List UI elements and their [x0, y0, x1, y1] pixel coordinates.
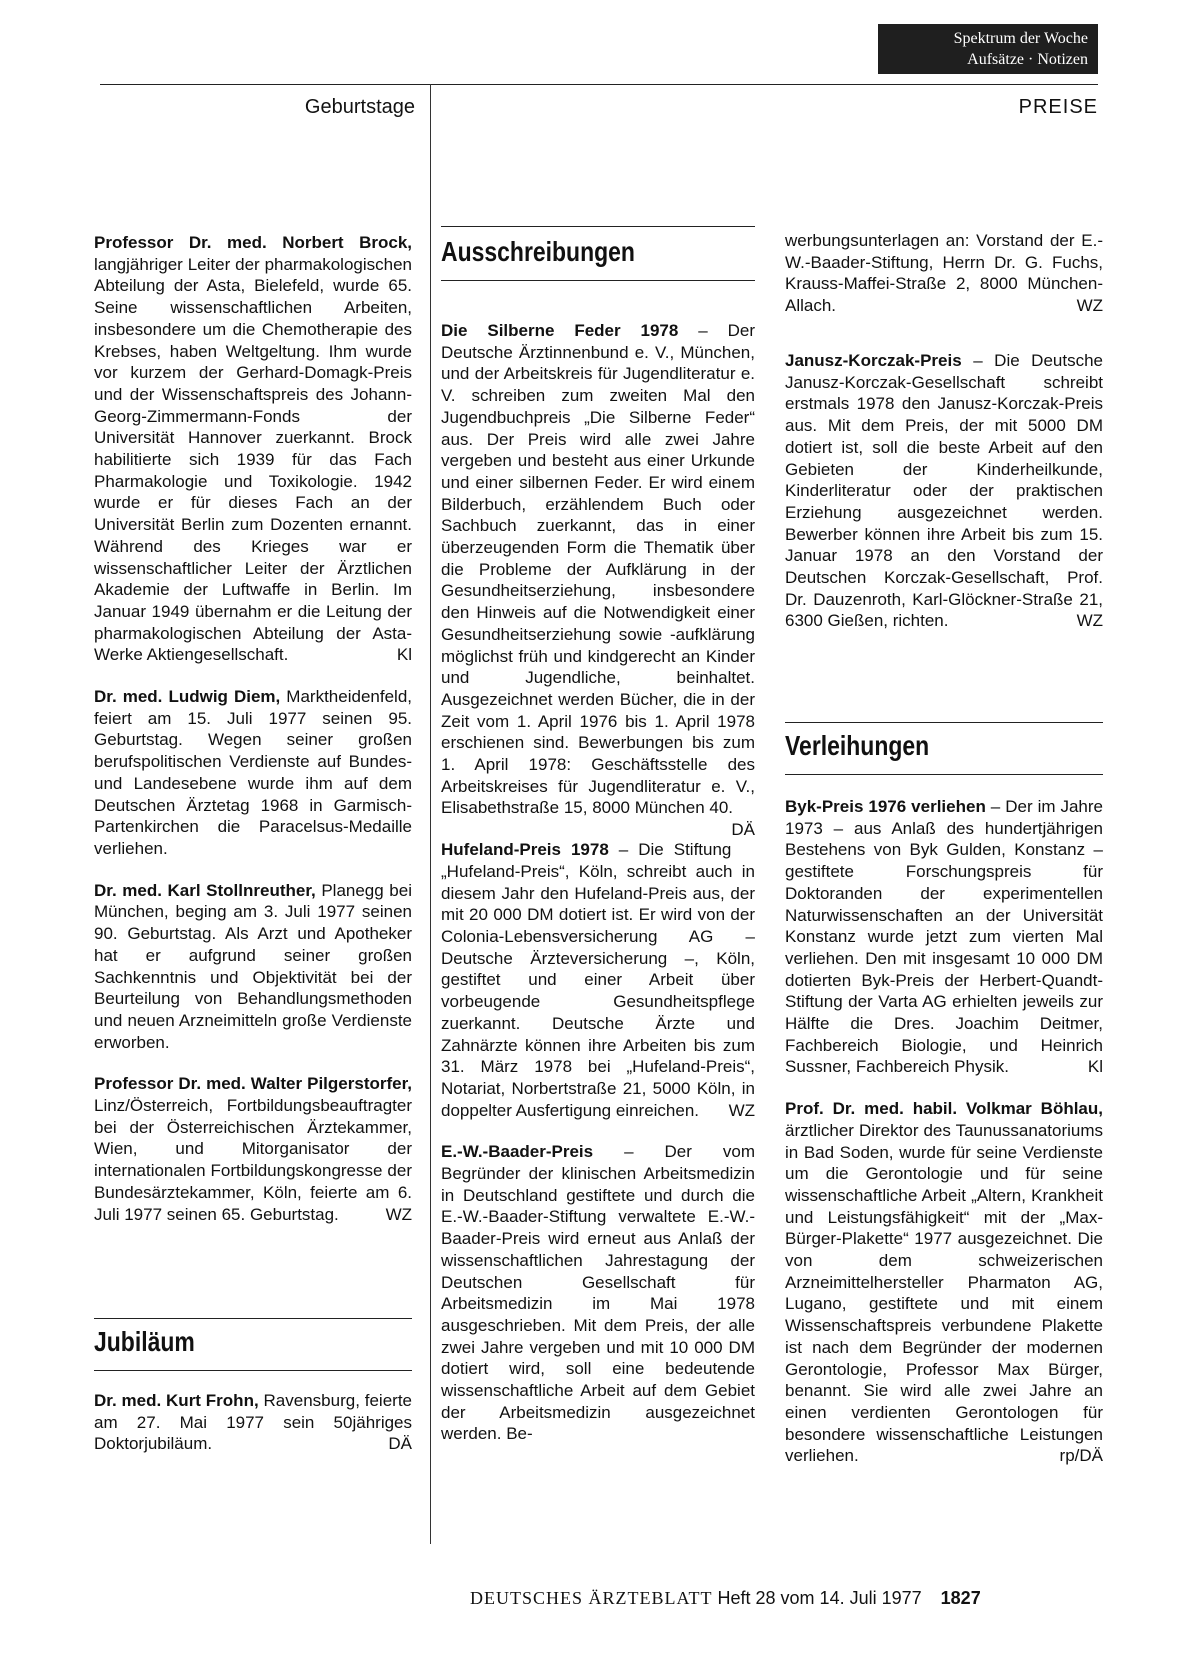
badge-title: Spektrum der Woche — [953, 30, 1088, 47]
page-number: 1827 — [940, 1588, 981, 1608]
article-silberne-feder: Die Silberne Feder 1978 – Der Deutsche Ärztinnenbund e. V., München, und der Arbeitskreis für Jugendliteratur e. V. schreiben zum zweiten Mal den Jugendbuchpreis „Die Silberne Feder“ aus. Der Preis wird alle zwei Jahre vergeben und besteht aus einer Urkunde und einer silbernen Feder. Er wird einem Bilderbuch, erzählendem Buch oder Sachbuch zuerkannt, das in einer überzeugenden Form die Thematik über die Probleme der Aufklärung in der Gesundheitserziehung, insbesondere den Hinweis auf die Notwendigkeit einer Gesundheitserziehung sowie -aufklärung möglichst früh und kindgerecht an Kinder und Jugendliche, beinhaltet. Ausgezeichnet werden Bücher, die in der Zeit vom 1. April 1976 bis 1. April 1978 erschienen sind. Bewerbungen bis zum 1. April 1978: Geschäftsstelle des Arbeitskreises für Jugendliteratur e. V., Elisabethstraße 15, 8000 München 40. DÄ — [441, 321, 755, 840]
author-sig: WZ — [1076, 296, 1103, 316]
article-pilgerstorfer: Professor Dr. med. Walter Pilgerstorfer, Linz/Österreich, Fortbildungsbeauftragter bei der Österreichischen Ärztekammer, Wien, und Mitorganisator der internationalen Fortbildungskongresse der Bundesärztekammer, Köln, feierte am 6. Juli 1977 seinen 65. Geburtstag. WZ — [94, 1074, 412, 1224]
baader-continuation: werbungsunterlagen an: Vorstand der E.-W.-Baader-Stiftung, Herrn Dr. G. Fuchs, Krauss-Maffei-Straße 2, 8000 München-Allach. WZ — [785, 231, 1103, 316]
article-hufeland: Hufeland-Preis 1978 – Die Stiftung „Hufeland-Preis“, Köln, schreibt auch in diesem Jahr den Hufeland-Preis aus, der mit 20 000 DM dotiert ist. Er wird von der Colonia-Lebensversicherung AG – Deutsche Ärzteversicherung –, Köln, gestiftet und einer Arbeit über vorbeugende Gesundheitspflege zuerkannt. Deutsche Ärzte und Zahnärzte können ihre Arbeiten bis zum 31. März 1978 bei „Hufeland-Preis“, Notariat, Norbertstraße 21, 5000 Köln, in doppelter Ausfertigung einreichen. WZ — [441, 840, 755, 1120]
author-sig: Kl — [1087, 1057, 1103, 1077]
heading-jubilaeum: Jubiläum — [94, 1326, 195, 1357]
journal-name: DEUTSCHES ÄRZTEBLATT — [470, 1588, 713, 1608]
heading-ausschreibungen: Ausschreibungen — [441, 236, 635, 267]
heading-rule — [94, 1370, 412, 1371]
heading-rule — [785, 722, 1103, 723]
author-sig: WZ — [1076, 611, 1103, 631]
article-brock: Professor Dr. med. Norbert Brock, langjähriger Leiter der pharmakologischen Abteilung der Asta, Bielefeld, wurde 65. Seine wissenschaftlichen Arbeiten, insbesondere um die Chemotherapie des Krebses, haben Weltgeltung. Ihm wurde vor kurzem der Gerhard-Domagk-Preis und der Wissenschaftspreis des Johann-Georg-Zimmermann-Fonds der Universität Hannover zuerkannt. Brock habilitierte sich 1939 für das Fach Pharmakologie und Toxikologie. 1942 wurde er für dieses Fach an der Universität Berlin zum Dozenten ernannt. Während des Krieges war er wissenschaftlicher Leiter der Ärztlichen Akademie der Luftwaffe in Berlin. Im Januar 1949 übernahm er die Leitung der pharmakologischen Abteilung der Asta-Werke Aktiengesellschaft. Kl — [94, 233, 412, 665]
section-label-right: PREISE — [1018, 96, 1098, 118]
author-sig: WZ — [728, 1100, 755, 1120]
top-rule — [100, 84, 1098, 85]
column-divider — [430, 84, 431, 1544]
badge-subtitle: Aufsätze · Notizen — [967, 51, 1088, 68]
birthdays-column — [94, 232, 412, 1245]
awards-column — [785, 796, 1103, 1487]
author-sig: rp/DÄ — [1059, 1446, 1103, 1466]
heading-rule — [441, 280, 755, 281]
article-boehlau: Prof. Dr. med. habil. Volkmar Böhlau, ärztlicher Direktor des Taunussanatoriums in Bad Soden, wurde für seine Verdienste um die Gerontologie und für seine wissenschaftliche Arbeit „Altern, Krankheit und Leistungsfähigkeit“ mit der „Max-Bürger-Plakette“ 1977 ausgezeichnet. Die von dem schweizerischen Arzneimittelhersteller Pharmaton AG, Lugano, gestiftete und mit einem Wissenschaftspreis verbundene Plakette ist nach dem Begründer der modernen Gerontologie, Professor Max Bürger, benannt. Sie wird alle zwei Jahre an einen verdienten Gerontologen für besondere wissenschaftliche Leistungen verliehen. rp/DÄ — [785, 1099, 1103, 1466]
issue-info: Heft 28 vom 14. Juli 1977 — [717, 1588, 922, 1608]
article-stollnreuther: Dr. med. Karl Stollnreuther, Planegg bei München, beging am 3. Juli 1977 seinen 90. Geburtstag. Als Arzt und Apotheker hat er aufgrund seiner großen Sachkenntnis und Objektivität bei der Beurteilung von Behandlungsmethoden und neuen Arzneimitteln große Verdienste erworben. — [94, 880, 412, 1052]
jubilaeum-article: Dr. med. Kurt Frohn, Ravensburg, feierte am 27. Mai 1977 sein 50jähriges Doktorjubiläum. DÄ — [94, 1391, 412, 1454]
article-baader: E.-W.-Baader-Preis – Der vom Begründer der klinischen Arbeitsmedizin in Deutschland gestiftete und durch die E.-W.-Baader-Stiftung verwaltete E.-W.-Baader-Preis wird erneut aus Anlaß der wissenschaftlichen Jahrestagung der Deutschen Gesellschaft für Arbeitsmedizin im Mai 1978 ausgeschrieben. Mit dem Preis, der alle zwei Jahre vergeben und mit 10 000 DM dotiert wird, soll eine bedeutende wissenschaftliche Arbeit auf dem Gebiet der Arbeitsmedizin ausgezeichnet werden. Be- — [441, 1142, 755, 1444]
page-footer — [470, 1588, 1110, 1609]
article-byk: Byk-Preis 1976 verliehen – Der im Jahre 1973 – aus Anlaß des hundertjährigen Bestehens von Byk Gulden, Konstanz – gestiftete Forschungspreis für Doktoranden der experimentellen Naturwissenschaften an der Universität Konstanz wurde jetzt zum vierten Mal verliehen. Den mit insgesamt 10 000 DM dotierten Byk-Preis der Herbert-Quandt-Stiftung der Varta AG erhielten jeweils zur Hälfte die Dres. Joachim Deitmer, Fachbereich Biologie, und Heinrich Sussner, Fachbereich Physik. Kl — [785, 797, 1103, 1077]
heading-rule — [94, 1318, 412, 1319]
heading-verleihungen: Verleihungen — [785, 730, 930, 761]
article-korczak: Janusz-Korczak-Preis – Die Deutsche Janusz-Korczak-Gesellschaft schreibt erstmals 1978 den Janusz-Korczak-Preis aus. Mit dem Preis, der mit 5000 DM dotiert ist, soll die beste Arbeit auf den Gebieten der Kinderheilkunde, Kinderliteratur oder der praktischen Erziehung ausgezeichnet werden. Bewerber können ihre Arbeit bis zum 15. Januar 1978 an den Vorstand der Deutschen Korczak-Gesellschaft, Prof. Dr. Dauzenroth, Karl-Glöckner-Straße 21, 6300 Gießen, richten. WZ — [785, 351, 1103, 631]
section-label-left: Geburtstage — [304, 96, 415, 118]
author-sig: Kl — [396, 645, 412, 665]
author-sig: DÄ — [731, 820, 755, 840]
heading-rule — [785, 774, 1103, 775]
section-badge — [878, 24, 1098, 74]
heading-rule — [441, 226, 755, 227]
author-sig: WZ — [385, 1204, 412, 1224]
calls-column — [441, 320, 755, 1465]
author-sig: DÄ — [388, 1434, 412, 1454]
article-diem: Dr. med. Ludwig Diem, Marktheidenfeld, feiert am 15. Juli 1977 seinen 95. Geburtstag. Wegen seiner großen berufspolitischen Verdienste auf Bundes- und Landesebene wurde ihm auf dem Deutschen Ärztetag 1968 in Garmisch-Partenkirchen die Paracelsus-Medaille verliehen. — [94, 687, 412, 858]
